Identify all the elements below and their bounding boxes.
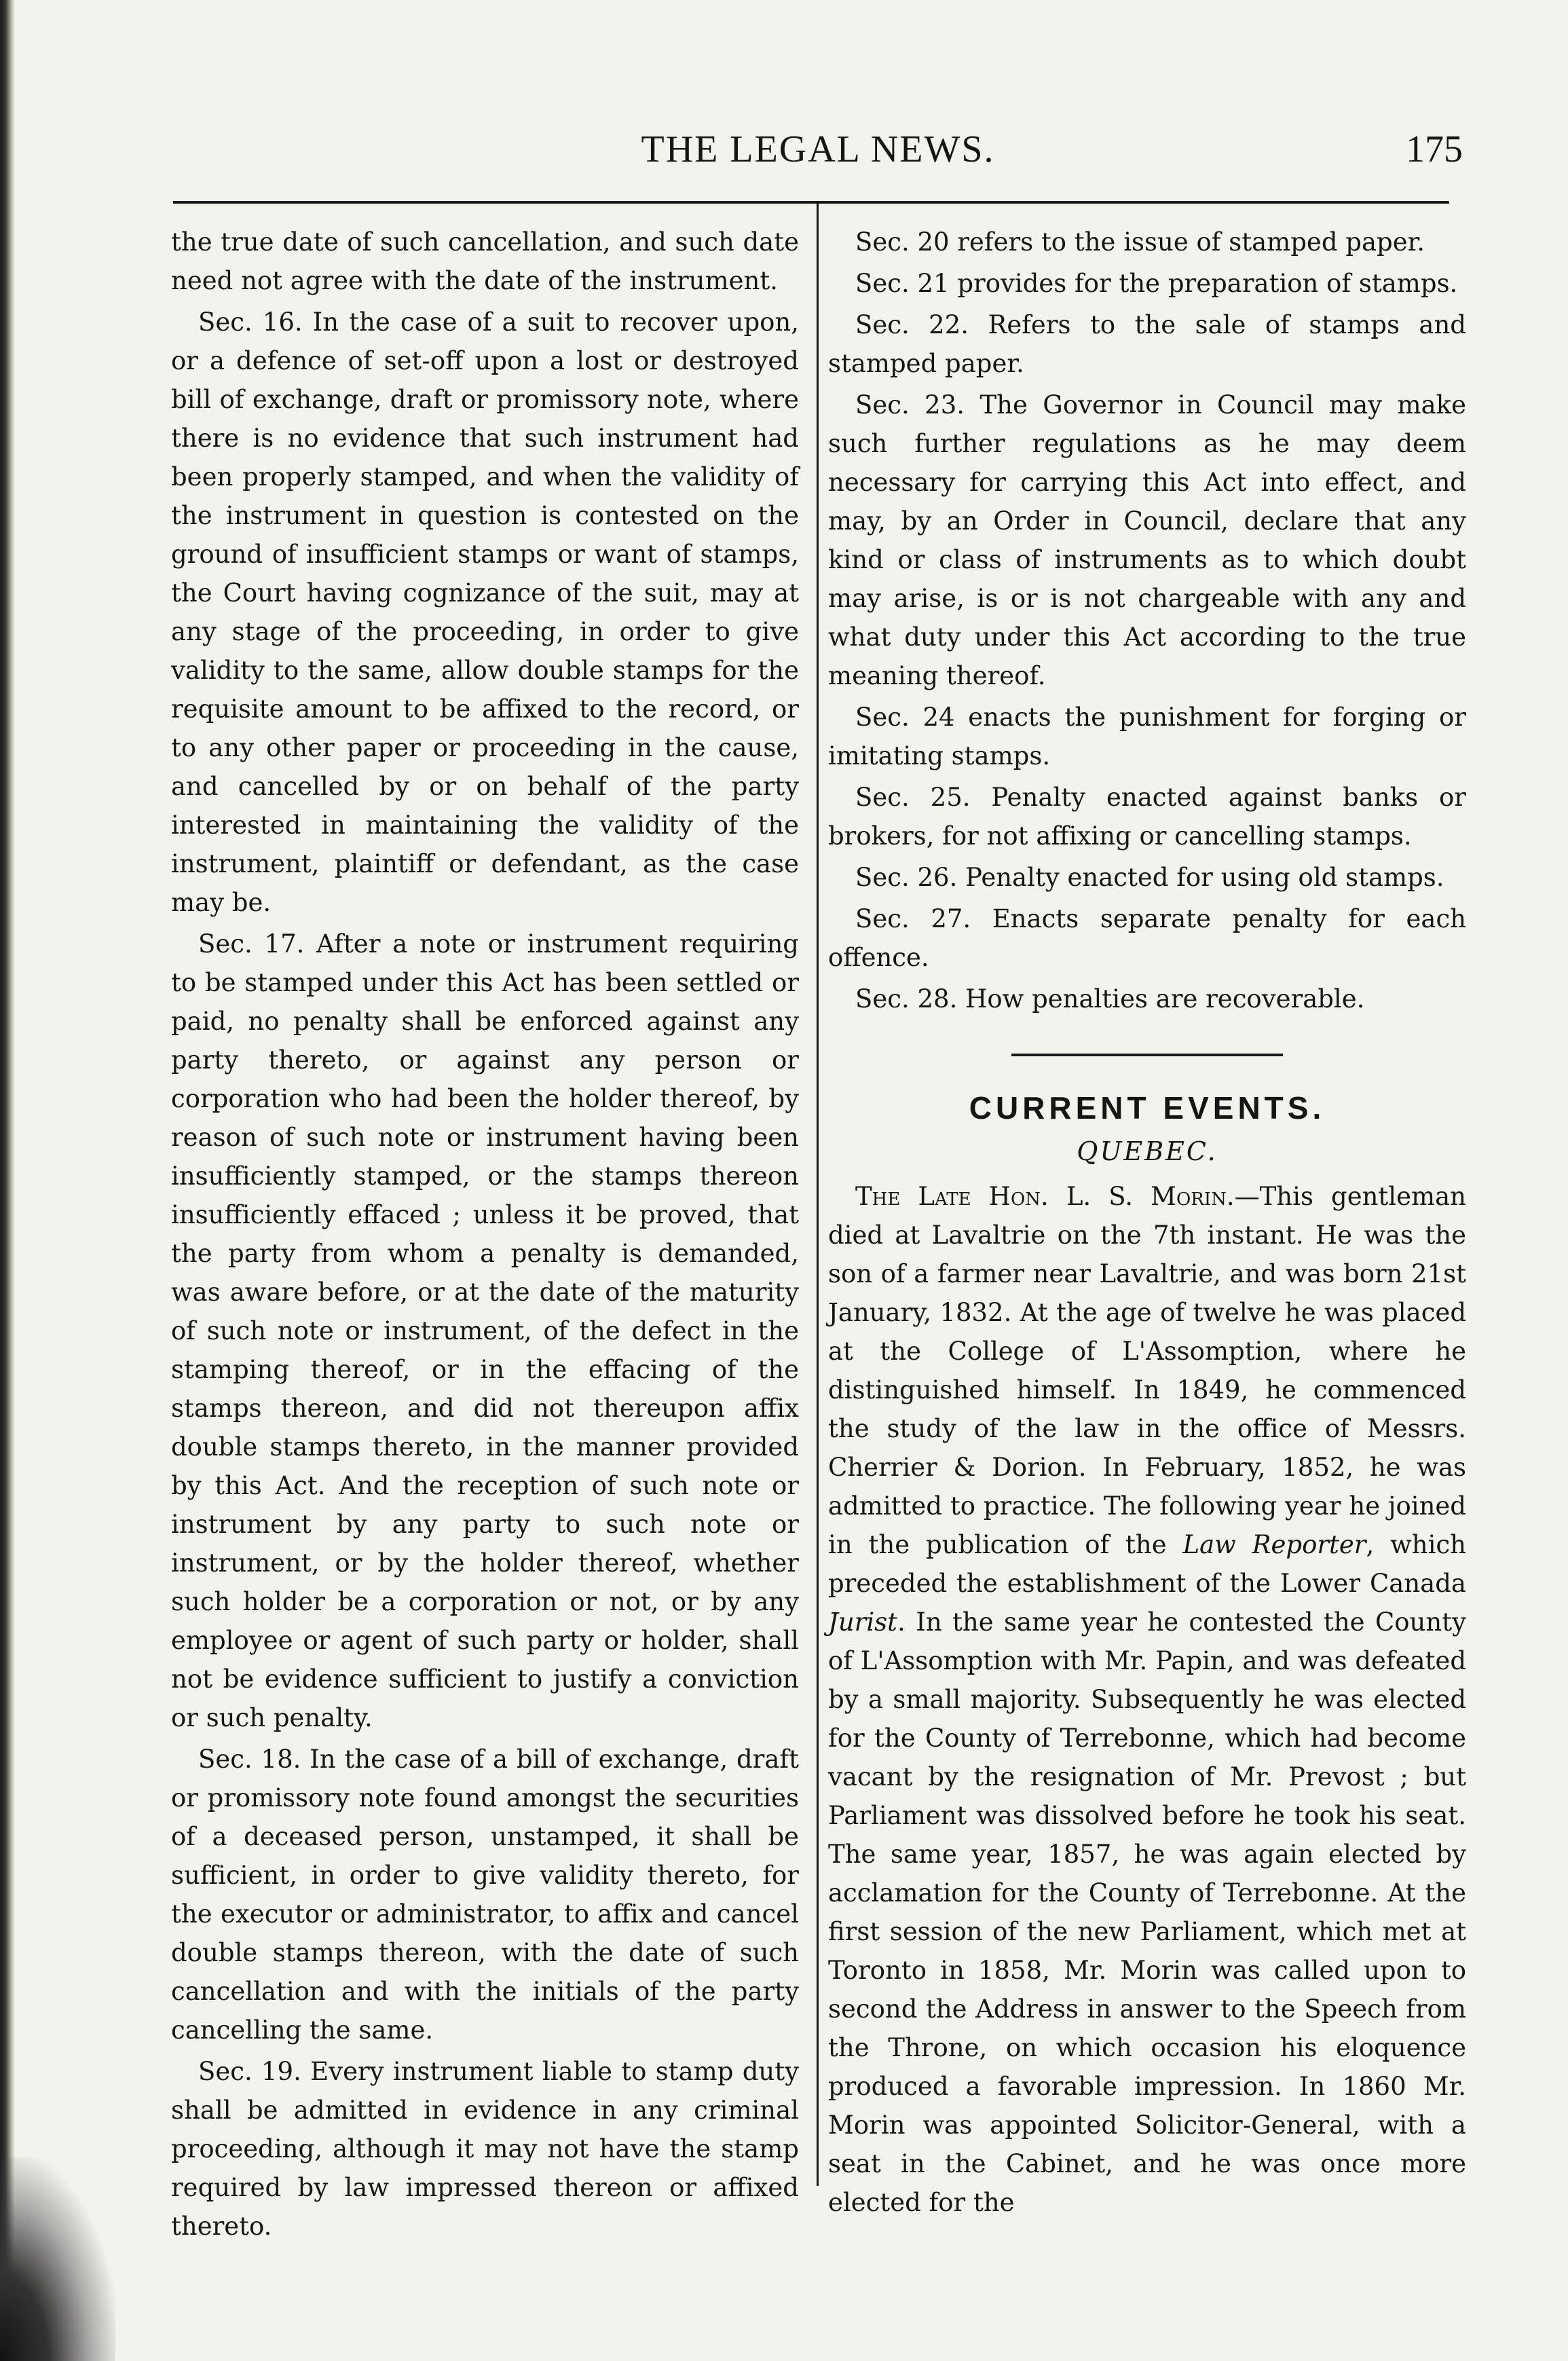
paragraph-sec-21: Sec. 21 provides for the preparation of stamps. bbox=[855, 269, 1458, 298]
left-column bbox=[171, 223, 799, 2248]
publication-title: Law Reporter bbox=[1182, 1530, 1366, 1559]
paragraph-sec-28: Sec. 28. How penalties are recoverable. bbox=[855, 984, 1365, 1014]
paragraph-sec-17: Sec. 17. After a note or instrument requiring to be stamped under this Act has been settled or paid, no penalty shall be enforced against any party thereto, or against any person or corporation who had been the holder thereof, by reason of such note or instrument having been insufficiently stamped, or the stamps thereon insufficiently effaced ; unless it be proved, that the party from whom a penalty is demanded, was aware before, or at the date of the maturity of such note or instrument, of the defect in the stamping thereof, or in the effacing of the stamps thereon, and did not thereupon affix double stamps thereto, in the manner provided by this Act. And the reception of such note or instrument by any party to such note or instrument, or by the holder thereof, whether such holder be a corporation or not, or by any employee or agent of such party or holder, shall not be evidence sufficient to justify a conviction or such penalty. bbox=[171, 929, 799, 1732]
paragraph-sec-18: Sec. 18. In the case of a bill of exchange, draft or promissory note found amongst the securities of a deceased person, unstamped, it shall be sufficient, in order to give validity thereto, for the executor or administrator, to affix and cancel double stamps thereon, with the date of such cancellation and with the initials of the party cancelling the same. bbox=[171, 1745, 799, 2045]
section-rule bbox=[1011, 1054, 1283, 1056]
subheading: QUEBEC. bbox=[1077, 1136, 1218, 1166]
section-heading: CURRENT EVENTS. bbox=[969, 1090, 1326, 1126]
paragraph-sec-24: Sec. 24 enacts the punishment for forging or imitating stamps. bbox=[828, 703, 1466, 770]
article-text: —This gentleman died at Lavaltrie on the 7th instant. He was the son of a farmer near Lavaltrie, and was born 21st January, 1832. At the age of twelve he was placed at the College of L'Assomption, where he distinguished himself. In 1849, he commenced the study of the law in the office of Messrs. Cherrier & Dorion. In February, 1852, he was admitted to practice. The following year he joined in the publication of the bbox=[828, 1182, 1466, 1559]
article-text: . In the same year he contested the County of L'Assomption with Mr. Papin, and was defeated by a small majority. Subsequently he was elected for the County of Terrebonne, which had become vacant by the resignation of Mr. Prevost ; but Parliament was dissolved before he took his seat. The same year, 1857, he was again elected by acclamation for the County of Terrebonne. At the first session of the new Parliament, which met at Toronto in 1858, Mr. Morin was called upon to second the Address in answer to the Speech from the Throne, on which occasion his eloquence produced a favorable impression. In 1860 Mr. Morin was appointed Solicitor-General, with a seat in the Cabinet, and he was once more elected for the bbox=[828, 1607, 1466, 2217]
paragraph-sec-23: Sec. 23. The Governor in Council may make such further regulations as he may deem necessary for carrying this Act into effect, and may, by an Order in Council, declare that any kind or class of instruments as to which doubt may arise, is or is not chargeable with any and what duty under this Act according to the true meaning thereof. bbox=[828, 390, 1466, 690]
article-lead: The Late Hon. L. S. Morin. bbox=[855, 1182, 1235, 1211]
header-rule bbox=[173, 201, 1449, 204]
page-header bbox=[173, 128, 1463, 189]
paragraph-sec-19: Sec. 19. Every instrument liable to stamp duty shall be admitted in evidence in any criminal proceeding, although it may not have the stamp required by law impressed thereon or affixed thereto. bbox=[171, 2057, 799, 2241]
book-spine-shadow bbox=[0, 0, 15, 2361]
column-divider bbox=[817, 204, 819, 2186]
paragraph: the true date of such cancellation, and such date need not agree with the date of the instrument. bbox=[171, 227, 799, 295]
paragraph-sec-27: Sec. 27. Enacts separate penalty for each offence. bbox=[828, 904, 1466, 972]
article-paragraph bbox=[828, 1177, 1466, 2222]
page-corner-shadow bbox=[0, 2157, 115, 2361]
paragraph-sec-25: Sec. 25. Penalty enacted against banks or brokers, for not affixing or cancelling stamps. bbox=[828, 783, 1466, 851]
paragraph-sec-20: Sec. 20 refers to the issue of stamped paper. bbox=[855, 227, 1425, 257]
paragraph-sec-22: Sec. 22. Refers to the sale of stamps and stamped paper. bbox=[828, 310, 1466, 378]
running-head: THE LEGAL NEWS. bbox=[641, 128, 995, 170]
paragraph-sec-16: Sec. 16. In the case of a suit to recover upon, or a defence of set-off upon a lost or destroyed bill of exchange, draft or promissory note, where there is no evidence that such instrument had been properly stamped, and when the validity of the instrument in question is contested on the ground of insufficient stamps or want of stamps, the Court having cognizance of the suit, may at any stage of the proceeding, in order to give validity to the same, allow double stamps for the requisite amount to be affixed to the record, or to any other paper or proceeding in the cause, and cancelled by or on behalf of the party interested in maintaining the validity of the instrument, plaintiff or defendant, as the case may be. bbox=[171, 308, 799, 917]
right-column bbox=[828, 223, 1466, 2225]
publication-title: Jurist bbox=[828, 1607, 898, 1637]
page-number: 175 bbox=[1406, 128, 1463, 170]
paragraph-sec-26: Sec. 26. Penalty enacted for using old stamps. bbox=[855, 863, 1444, 892]
article-text: , which preceded the establishment of the Lower Canada bbox=[828, 1530, 1466, 1598]
